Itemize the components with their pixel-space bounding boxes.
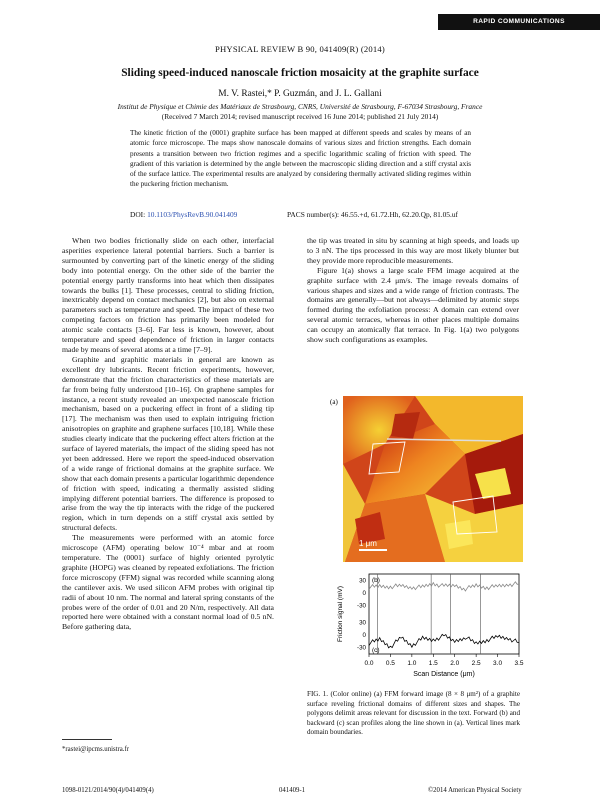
right-column xyxy=(307,236,519,345)
doi-line xyxy=(130,210,237,219)
x-tick-label: 1.5 xyxy=(428,660,438,667)
y-axis-label: Friction signal (mV) xyxy=(337,586,344,642)
x-tick-label: 3.0 xyxy=(493,660,503,667)
abstract: The kinetic friction of the (0001) graphite surface has been mapped at different speeds and scales by means of an atomic force microscope. The maps show nanoscale domains of various sizes and friction strengths. Each domain presents a transition between two friction regimes and a specific logarithmic scaling of friction with speed. The gradient of this variation is determined by the angle between the macroscopic sliding direction and a stiff crystal axis of the surface lattice. The experimental results are analyzed by considering thermally activated sliding regimes within the puckering friction mechanism. xyxy=(130,129,471,189)
footnote: *rastei@ipcms.unistra.fr xyxy=(62,746,130,753)
panel-b-label: (b) xyxy=(372,577,380,584)
doi-link[interactable]: 10.1103/PhysRevB.90.041409 xyxy=(147,210,238,219)
profile-plot xyxy=(357,574,524,667)
x-tick-label: 0.5 xyxy=(385,660,395,667)
footnote-rule xyxy=(62,739,112,740)
scale-bar-label: 1 μm xyxy=(359,539,377,548)
series-line-backward xyxy=(369,634,519,647)
article-affiliation: Institut de Physique et Chimie des Matériaux de Strasbourg, CNRS, Université de Strasbourg, F-67034 Strasbourg, France xyxy=(117,102,483,111)
left-column xyxy=(62,236,274,632)
ffm-image xyxy=(343,396,523,562)
doi-label: DOI: xyxy=(130,210,146,219)
section-banner: RAPID COMMUNICATIONS xyxy=(438,14,600,30)
y-tick-label: 30 xyxy=(359,577,366,585)
received-dates: (Received 7 March 2014; revised manuscript received 16 June 2014; published 21 July 2014) xyxy=(161,112,439,121)
figure-caption: FIG. 1. (Color online) (a) FFM forward image (8 × 8 μm²) of a graphite surface reveling frictional domains of different sizes and shapes. The polygons delimit areas relevant for discussion in the text. Forward (b) and backward (c) scan profiles along the line shown in (a). Vertical lines mark domain boundaries. xyxy=(307,690,520,736)
x-tick-label: 0.0 xyxy=(364,660,374,667)
y-tick-label: 30 xyxy=(359,619,366,627)
copyright: ©2014 American Physical Society xyxy=(428,787,522,794)
x-tick-label: 2.0 xyxy=(450,660,460,667)
x-tick-label: 3.5 xyxy=(514,660,524,667)
y-tick-label: 0 xyxy=(362,590,366,597)
panel-a-label: (a) xyxy=(330,398,338,406)
article-title: Sliding speed-induced nanoscale friction mosaicity at the graphite surface xyxy=(121,67,479,79)
journal-line: PHYSICAL REVIEW B 90, 041409(R) (2014) xyxy=(215,44,385,54)
page-number: 041409-1 xyxy=(279,787,306,794)
paragraph: the tip was treated in situ by scanning at high speeds, and loads up to 3 nN. The tips processed in this way are most likely blunter but they provide more reproducible measurements. xyxy=(307,236,519,265)
scale-bar xyxy=(359,549,387,551)
paragraph: Graphite and graphitic materials in general are known as excellent dry lubricants. Recent friction experiments, however, demonstrate that the friction characteristics of these materials are far from being fully understood [10–16]. On graphene samples for instance, a recent study revealed an unexpected nanoscale friction mechanism, based on a puckering effect in front of a sliding tip [17]. The mechanism was then used to explain intriguing friction anisotropies on graphite and graphene surfaces [10,18]. While these studies clearly indicate that the puckering effect alters friction at the surface of layered materials, the impact of the sliding speed has not yet been addressed. Here we report the speed-induced observation of a wide range of frictional domains at the graphite surface. We show that each domain presents a particular logarithmic dependence of friction with speed, indicating a thermally assisted sliding implying different potential barriers. The difference is proposed to arise from the way the tip interacts with the ridge of the puckered region, which in turn depends on a stiff crystal axis settled by structural defects. xyxy=(62,354,274,533)
y-tick-label: 0 xyxy=(362,632,366,639)
article-authors: M. V. Rastei,* P. Guzmán, and J. L. Gallani xyxy=(218,89,382,99)
pacs-numbers: PACS number(s): 46.55.+d, 61.72.Hh, 62.20.Qp, 81.05.uf xyxy=(287,210,459,219)
y-tick-label: -30 xyxy=(357,602,366,610)
footer-issn: 1098-0121/2014/90(4)/041409(4) xyxy=(62,787,154,794)
paragraph: When two bodies frictionally slide on each other, interfacial asperities experience lateral potential barriers. Such a barrier is surmounted by converting part of the kinetic energy of the sliding body into potential energy. On the other side of the barrier the potential energy partly transforms into heat which then dissipates towards the bulks [1]. These processes, central to sliding friction, inextricably depend on contact mechanics [2], but also on external parameters such as temperature and speed. The impact of these two competing factors on friction has primarily been modeled for atomic scale contacts [3–6]. Far less is known, however, about temperature and speed dependence of friction in larger contacts made by means of several atoms at a time [7–9]. xyxy=(62,236,274,354)
x-tick-label: 2.5 xyxy=(471,660,481,667)
y-tick-label: -30 xyxy=(357,644,366,652)
paragraph: Figure 1(a) shows a large scale FFM image acquired at the graphite surface with 2.4 μm/s. The image reveals domains of various shapes and sizes and a wide range of friction contrasts. The domains are generally—but not always—delimited by atomic steps formed during the exfoliation process: A domain can extend over several atomic terraces, whereas in other places multiple domains can occupy an atomically flat terrace. In Fig. 1(a) two polygons show such configurations as examples. xyxy=(307,265,519,345)
x-tick-label: 1.0 xyxy=(407,660,417,667)
panel-c-label: (c) xyxy=(372,647,380,654)
series-line-forward xyxy=(369,582,519,591)
figure-1 xyxy=(325,384,525,684)
x-axis-label: Scan Distance (μm) xyxy=(413,671,475,678)
paragraph: The measurements were performed with an atomic force microscope (AFM) operating below 10⁻⁴ mbar and at room temperature. The (0001) surface of highly oriented pyrolytic graphite (HOPG) was cleaned by repeated exfoliations. The friction force microscopy (FFM) signal was recorded while scanning along the cantilever axis. We used silicon AFM probes with original tip radii of about 10 nm. The normal and lateral spring constants of the probes were of the order of 0.01 and 20 N/m, respectively. All data reported here were obtained with a constant normal load of 0.5 nN. Before gathering data, xyxy=(62,533,274,632)
